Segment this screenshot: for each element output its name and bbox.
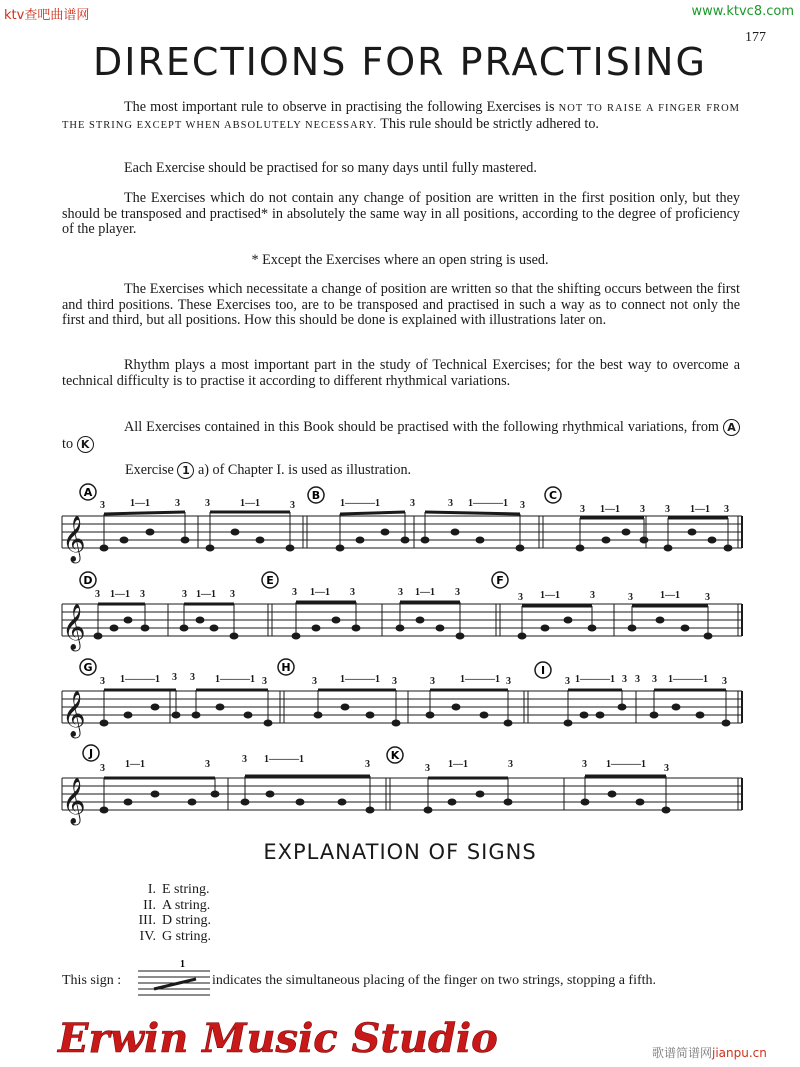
fingering-h2: 1———1: [340, 674, 380, 685]
fingering-h3: 3: [392, 676, 397, 687]
fingering-d1: 3: [95, 589, 100, 600]
paragraph-variations-text: All Exercises contained in this Book should be practised with the following rhythmical variations, from: [124, 418, 719, 435]
variation-label-i: [535, 662, 551, 678]
fingering-k2: 1—1: [448, 759, 468, 770]
paragraph-first-position-text: The Exercises which do not contain any change of position are written in the first position only, but they should be transposed and practised* in absolutely the same way in all positions, according to the degree of proficiency of the player.: [62, 190, 740, 237]
staff-3-lines: [62, 691, 742, 723]
watermark-bottom-right-b: jianpu.cn: [712, 1046, 767, 1060]
watermark-top-right: www.ktvc8.com: [691, 4, 794, 19]
fingering-d3: 3: [140, 589, 145, 600]
string-label-e: E string.: [162, 882, 210, 897]
variation-label-i-text: I: [540, 664, 546, 677]
paragraph-rule: [62, 100, 740, 133]
treble-clef-2: 𝄞: [62, 604, 86, 650]
circle-label-k: K: [77, 436, 94, 453]
fingering-j6: 3: [365, 759, 370, 770]
variation-label-j-text: J: [88, 747, 94, 760]
exercise-word: Exercise: [125, 462, 174, 478]
string-row-g: [120, 929, 211, 945]
fingering-i1: 3: [565, 676, 570, 687]
fingering-k6: 3: [664, 763, 669, 774]
string-num-a: II.: [143, 897, 156, 913]
variation-label-a: [80, 484, 96, 500]
fingering-f2: 1—1: [540, 590, 560, 601]
fingering-c4: 3: [665, 504, 670, 515]
fingering-c3: 3: [640, 504, 645, 515]
fingering-a1: 3: [100, 500, 105, 511]
fingering-b3: 3: [448, 498, 453, 509]
fingering-a6: 3: [290, 500, 295, 511]
fingering-f3: 3: [590, 590, 595, 601]
fingering-b4: 1———1: [468, 498, 508, 509]
fingering-c6: 3: [724, 504, 729, 515]
paragraph-rhythm: [62, 358, 740, 389]
fingering-b2: 3: [410, 498, 415, 509]
string-num-e: I.: [147, 882, 156, 897]
string-row-a: [120, 898, 211, 914]
fingering-j4: 3: [242, 754, 247, 765]
variation-label-k: [387, 747, 403, 763]
staff-1-lines: [62, 516, 742, 548]
fingering-a5: 1—1: [240, 498, 260, 509]
string-num-d: III.: [138, 913, 156, 928]
fingering-h6: 3: [506, 676, 511, 687]
paragraph-first-position: [62, 191, 740, 238]
page-number: 177: [745, 30, 766, 45]
fingering-a2: 1—1: [130, 498, 150, 509]
explanation-title: EXPLANATION OF SIGNS: [263, 840, 537, 864]
fingering-e4: 3: [398, 587, 403, 598]
paragraph-variations: [62, 419, 740, 453]
fingering-c2: 1—1: [600, 504, 620, 515]
fingering-i2: 1———1: [575, 674, 615, 685]
footnote: * Except the Exercises where an open string is used.: [251, 252, 549, 268]
watermark-bottom-right: [652, 1044, 767, 1061]
variation-label-d-text: D: [83, 574, 93, 587]
fingering-i3: 3: [622, 674, 627, 685]
fingering-j2: 1—1: [125, 759, 145, 770]
paragraph-mastery: [62, 161, 740, 177]
circle-label-a: A: [723, 419, 740, 436]
fingering-e1: 3: [292, 587, 297, 598]
studio-logo-text: Erwin Music Studio: [58, 1015, 498, 1062]
watermark-top-left: ktv查吧曲谱网: [4, 8, 90, 23]
fingering-h1: 3: [312, 676, 317, 687]
exercise-circle: 1: [177, 462, 194, 479]
fingering-g4: 3: [190, 672, 195, 683]
variation-label-k-text: K: [390, 749, 400, 762]
paragraph-change-position-text: The Exercises which necessitate a change of position are written so that the shifting occurs between the first and third positions. These Exercises too, are to be transposed and practised in such a way as to connect not only the first and third, but all positions. How this should be done is explained with illustrations later on.: [62, 281, 740, 328]
variation-label-c-text: C: [548, 489, 558, 502]
paragraph-mastery-text: Each Exercise should be practised for so many days until fully mastered.: [124, 160, 537, 176]
variation-label-j: [83, 745, 99, 761]
fingering-j3: 3: [205, 759, 210, 770]
fingering-c1: 3: [580, 504, 585, 515]
variation-label-g: [80, 659, 96, 675]
variation-label-c: [545, 487, 561, 503]
fingering-g3: 3: [172, 672, 177, 683]
fingering-g1: 3: [100, 676, 105, 687]
fingering-f1: 3: [518, 592, 523, 603]
paragraph-rule-text-b: This rule should be strictly adhered to.: [380, 115, 599, 132]
fingering-d6: 3: [230, 589, 235, 600]
fingering-i7: 3: [722, 676, 727, 687]
fingering-i6: 1———1: [668, 674, 708, 685]
exercise-text: a) of Chapter I. is used as illustration.: [197, 462, 412, 478]
fingering-k1: 3: [425, 763, 430, 774]
fingering-b5: 3: [520, 500, 525, 511]
fingering-g6: 3: [262, 676, 267, 687]
fingering-k4: 3: [582, 759, 587, 770]
fingering-f6: 3: [705, 592, 710, 603]
fingering-e2: 1—1: [310, 587, 330, 598]
studio-logo: [54, 1008, 498, 1064]
string-row-d: [120, 913, 211, 929]
fingering-i4: 3: [635, 674, 640, 685]
variation-label-e-text: E: [266, 574, 274, 587]
paragraph-rule-smallcaps: NOT TO RAISE A FINGER FROM THE STRING EXCEPT WHEN ABSOLUTELY NECESSARY.: [62, 103, 740, 131]
variation-label-b-text: B: [311, 489, 321, 502]
fingering-i5: 3: [652, 674, 657, 685]
variation-label-g-text: G: [83, 661, 93, 674]
variation-label-e: [262, 572, 278, 588]
variation-labels: [80, 484, 561, 763]
string-label-g: G string.: [162, 928, 211, 944]
fingering-e5: 1—1: [415, 587, 435, 598]
paragraph-variations-to: to: [62, 435, 74, 452]
fingering-d5: 1—1: [196, 589, 216, 600]
watermark-bottom-right-a: 歌谱简谱网: [652, 1046, 713, 1060]
fingering-g2: 1———1: [120, 674, 160, 685]
fifth-sign-icon: [136, 955, 212, 1003]
fingering-f4: 3: [628, 592, 633, 603]
fingering-j5: 1———1: [264, 754, 304, 765]
string-label-a: A string.: [162, 897, 211, 913]
sign-description: indicates the simultaneous placing of the finger on two strings, stopping a fifth.: [212, 973, 657, 988]
treble-clef-4: 𝄞: [62, 778, 86, 824]
treble-clef-3: 𝄞: [62, 691, 86, 737]
exercise-line: [125, 462, 411, 479]
fingering-h5: 1———1: [460, 674, 500, 685]
music-notation: [0, 478, 800, 824]
fingering-a4: 3: [205, 498, 210, 509]
page-title: DIRECTIONS FOR PRACTISING: [93, 40, 707, 84]
fingering-e3: 3: [350, 587, 355, 598]
fingering-j1: 3: [100, 763, 105, 774]
fingering-e6: 3: [455, 587, 460, 598]
variation-label-b: [308, 487, 324, 503]
string-num-g: IV.: [139, 928, 156, 944]
string-list: [120, 882, 211, 944]
variation-label-d: [80, 572, 96, 588]
fingering-k3: 3: [508, 759, 513, 770]
string-label-d: D string.: [162, 913, 211, 928]
treble-clef-1: 𝄞: [62, 516, 86, 562]
fingering-b1: 1———1: [340, 498, 380, 509]
fingering-g5: 1———1: [215, 674, 255, 685]
sign-prefix: This sign :: [62, 973, 122, 988]
paragraph-rhythm-text: Rhythm plays a most important part in the study of Technical Exercises; for the best way to overcome a technical difficulty is to practise it according to different rhythmical variations.: [62, 357, 740, 389]
paragraph-change-position: [62, 282, 740, 329]
fingering-c5: 1—1: [690, 504, 710, 515]
fingering-a3: 3: [175, 498, 180, 509]
variation-label-h: [278, 659, 294, 675]
variation-label-h-text: H: [281, 661, 291, 674]
fingering-h4: 3: [430, 676, 435, 687]
variation-label-f: [492, 572, 508, 588]
string-row-e: [120, 882, 211, 898]
fingering-k5: 1———1: [606, 759, 646, 770]
paragraph-rule-text-a: The most important rule to observe in practising the following Exercises is: [124, 99, 555, 115]
variation-label-a-text: A: [83, 486, 93, 499]
fingering-d4: 3: [182, 589, 187, 600]
sign-explanation: [62, 955, 762, 1005]
fingering-f5: 1—1: [660, 590, 680, 601]
fifth-sign-finger: 1: [180, 959, 185, 970]
fingering-d2: 1—1: [110, 589, 130, 600]
variation-label-f-text: F: [496, 574, 504, 587]
treble-clefs: [62, 516, 86, 826]
